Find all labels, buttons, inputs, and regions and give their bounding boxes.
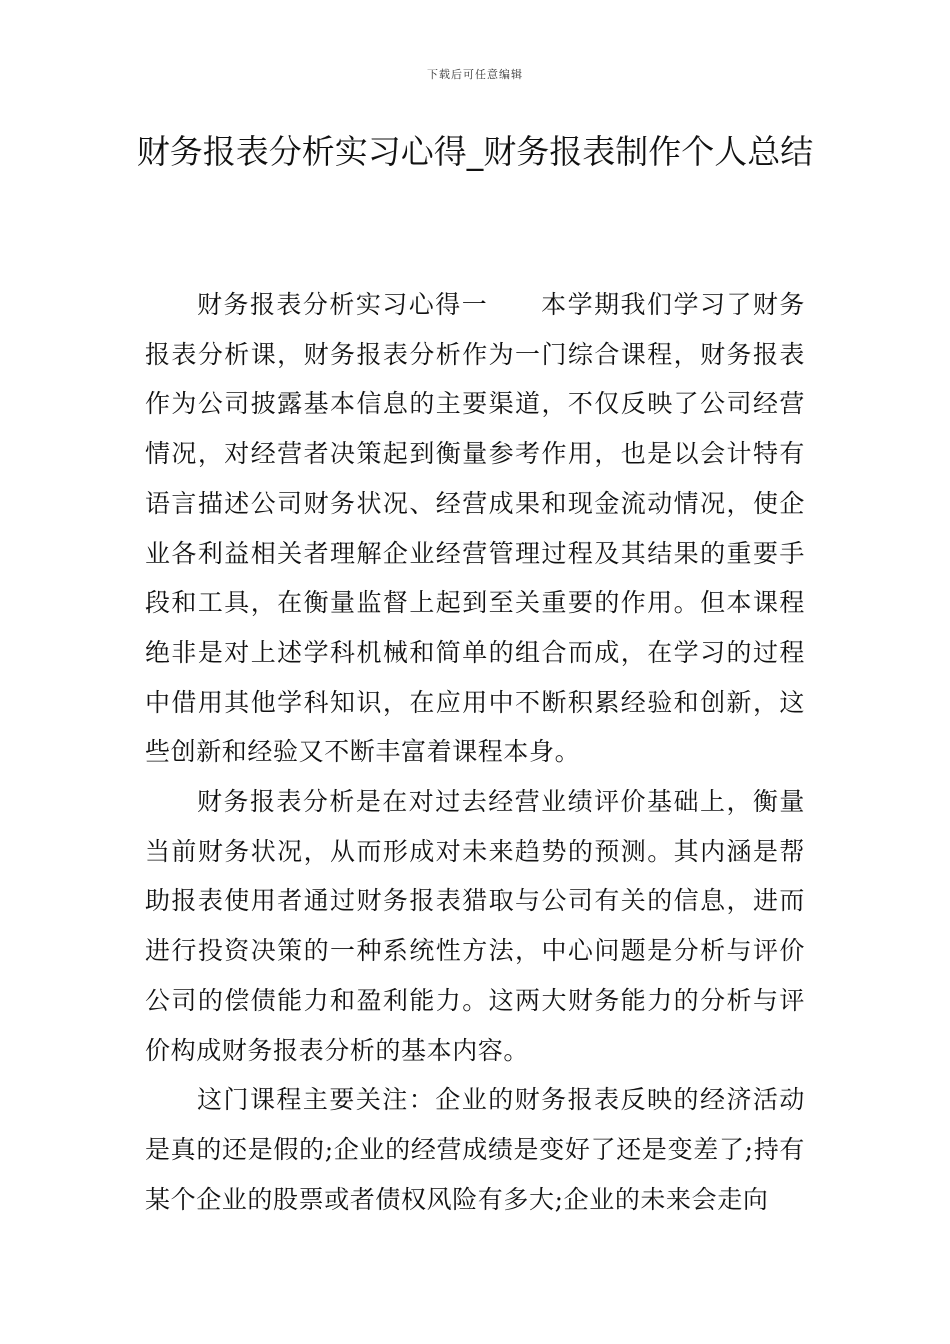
paragraph-1: 财务报表分析实习心得一 本学期我们学习了财务报表分析课，财务报表分析作为一门综合课程，财务报表作为公司披露基本信息的主要渠道，不仅反映了公司经营情况，对经营者决策起到衡量参考作用，也是以会计特有语言描述公司财务状况、经营成果和现金流动情况，使企业各利益相关者理解企业经营管理过程及其结果的重要手段和工具，在衡量监督上起到至关重要的作用。但本课程绝非是对上述学科机械和简单的组合而成，在学习的过程中借用其他学科知识，在应用中不断积累经验和创新，这些创新和经验又不断丰富着课程本身。 xyxy=(145,290,805,767)
header-note: 下载后可任意编辑 xyxy=(427,68,523,81)
document-title: 财务报表分析实习心得_财务报表制作个人总结 xyxy=(136,132,814,171)
document-body xyxy=(145,280,805,1224)
paragraph-3: 这门课程主要关注：企业的财务报表反映的经济活动是真的还是假的;企业的经营成绩是变好了还是变差了;持有某个企业的股票或者债权风险有多大;企业的未来会走向 xyxy=(145,1085,805,1214)
paragraph-2: 财务报表分析是在对过去经营业绩评价基础上，衡量当前财务状况，从而形成对未来趋势的预测。其内涵是帮助报表使用者通过财务报表猎取与公司有关的信息，进而进行投资决策的一种系统性方法，中心问题是分析与评价公司的偿债能力和盈利能力。这两大财务能力的分析与评价构成财务报表分析的基本内容。 xyxy=(145,787,805,1065)
